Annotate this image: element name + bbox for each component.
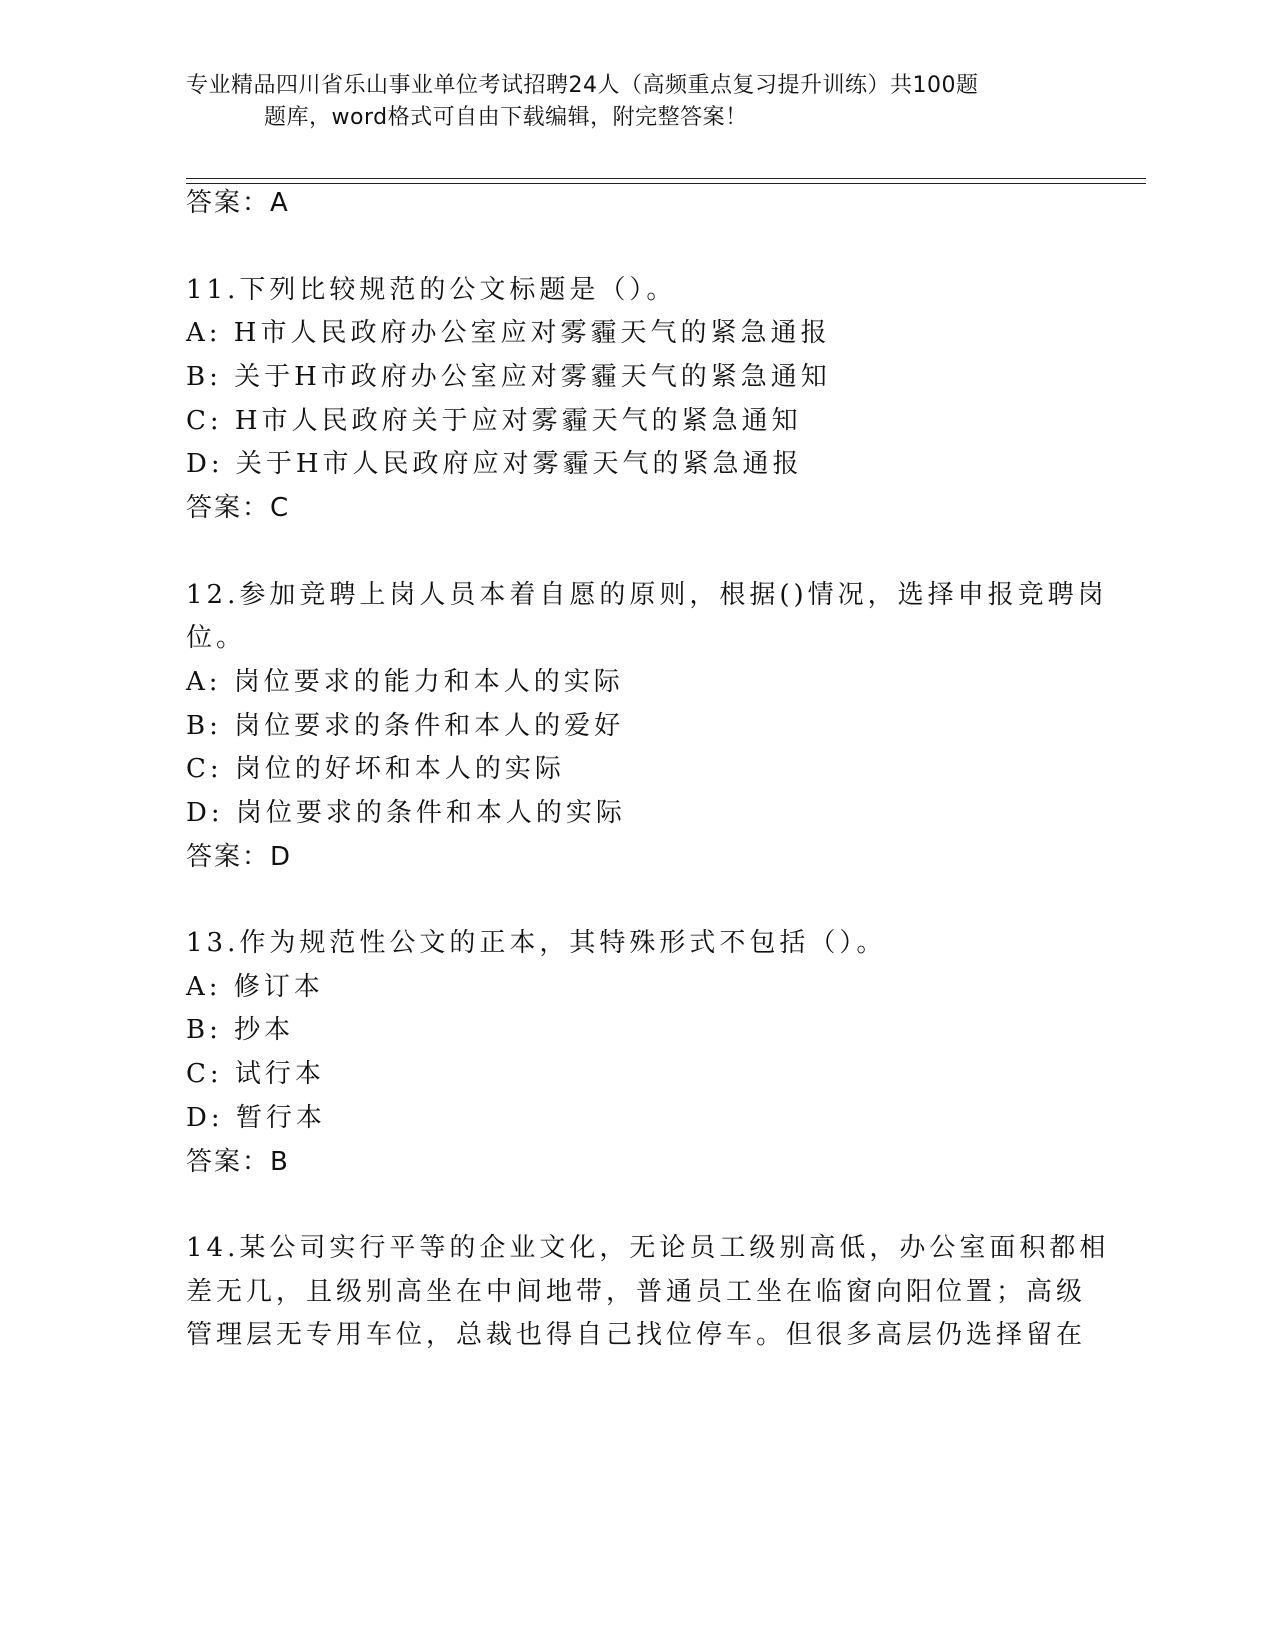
page-header [186,70,1086,134]
q11-option-c: C: H市人民政府关于应对雾霾天气的紧急通知 [186,406,802,436]
q11-option-d: D: 关于H市人民政府应对雾霾天气的紧急通报 [186,449,803,479]
q11-stem: 11.下列比较规范的公文标题是（）。 [186,275,677,305]
q14-stem-line-1: 14.某公司实行平等的企业文化，无论员工级别高低，办公室面积都相 [186,1233,1110,1263]
q12-option-a: A: 岗位要求的能力和本人的实际 [186,667,624,697]
q13-option-d: D: 暂行本 [186,1103,326,1133]
q11-option-a: A: H市人民政府办公室应对雾霾天气的紧急通报 [186,318,831,348]
q13-stem: 13.作为规范性公文的正本，其特殊形式不包括（）。 [186,928,887,958]
q14-stem-line-2: 差无几，且级别高坐在中间地带，普通员工坐在临窗向阳位置；高级 [186,1277,1087,1307]
q12-option-c: C: 岗位的好坏和本人的实际 [186,754,565,784]
q12-answer: 答案：D [186,842,293,872]
header-rule-top [186,178,1146,179]
q12-stem-line-2: 位。 [186,623,247,653]
header-line-1: 专业精品四川省乐山事业单位考试招聘24人（高频重点复习提升训练）共100题 [186,73,979,98]
q11-answer: 答案：C [186,493,291,523]
q13-option-b: B: 抄本 [186,1015,295,1045]
q13-option-c: C: 试行本 [186,1059,325,1089]
header-rule-bottom [186,183,1146,184]
q12-stem-line-1: 12.参加竞聘上岗人员本着自愿的原则，根据()情况，选择申报竞聘岗 [186,580,1108,610]
q11-option-b: B: 关于H市政府办公室应对雾霾天气的紧急通知 [186,362,831,392]
q14-stem-line-3: 管理层无专用车位，总裁也得自己找位停车。但很多高层仍选择留在 [186,1320,1087,1350]
q12-option-b: B: 岗位要求的条件和本人的爱好 [186,711,625,741]
q13-option-a: A: 修订本 [186,972,324,1002]
q12-option-d: D: 岗位要求的条件和本人的实际 [186,798,626,828]
q13-answer: 答案：B [186,1147,290,1177]
prev-answer: 答案：A [186,188,290,218]
header-line-2: 题库，word格式可自由下载编辑，附完整答案！ [264,105,748,130]
